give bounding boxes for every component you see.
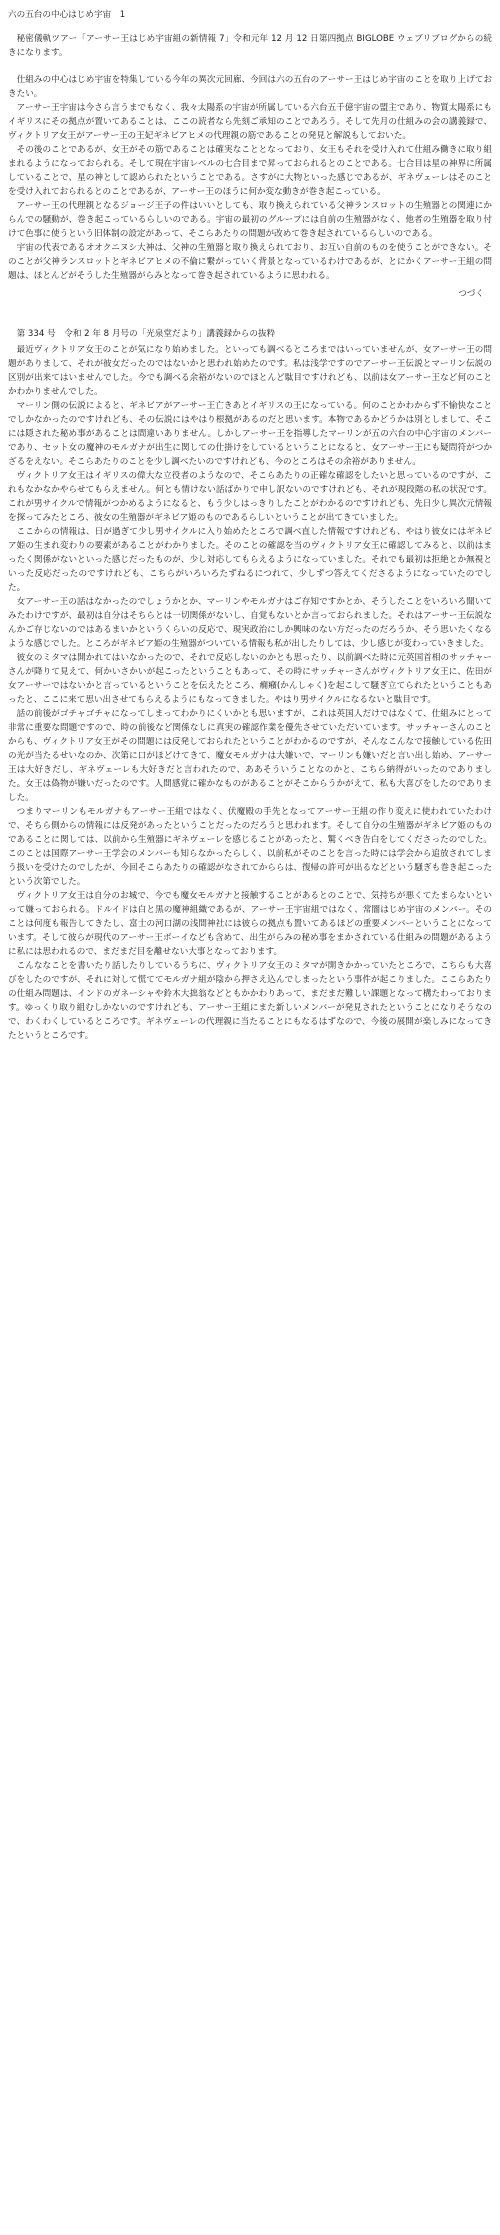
part1-paragraph: その後のことであるが、女王がその筋であることは確実なこととなっており、女王もそれを受け入れて仕組み働きに取り組まれるようになっておられる。そして現在宇宙レベルの七合目まで昇っておられるとのことである。七合目は星の神界に所属していることで、星の神として認められたということである。さすがに大物といった感じであるが、ギネヴェーレはそのことを受け入れておられるとのことであるが、アーサー王のほうに何か変な動きが巻き起こっている。 [8,145,492,197]
part2-body [8,327,492,1043]
part2-paragraph: 話の前後がゴチャゴチャになってしまってわかりにくいかとも思いますが、これは英国人だけではなくて、仕組みにとって非常に重要な問題ですので、時の前後など関係なしに真実の確認作業を優先させていただいています。サッチャーさんのことからも、ヴィクトリア女王がその問題には反発しておられたということがわかるのですが、そんなこんなで接触している佐田の光が当たるせいなのか、次第に口がほどけてきて、魔女モルガナは大嫌いで、マーリンも嫌いだと言い出し始め、アーサー王は大好きだし、ギネヴェーレも大好きだと言われたので、ああそういうことなのかと、こちら納得がいったのでありました。女王は偽物が嫌いだったのです。人間感覚に確かなものがあることがそこからうかがえて、私も大喜びをしたのでありました。 [8,709,492,803]
part2-paragraph: つまりマーリンもモルガナもアーサー王組ではなく、伏魔殿の手先となってアーサー王組の作り変えに使われていたわけで、そちら側からの情報には反発があったということだったのだろうと思われます。そして自分の生殖器がギネビア姫のものであることに関しては、以前から生殖器にギネヴェーレを感じることがあったと、驚くべき告白をしてくださったのでした。このことは国際アーサー王学会のメンバーも知らなかったらしく、以前私がそのことを言った時には学会から追放されてしまう扱いを受けたのでしたが、今回そこらあたりの確認がなされてかららは、復帰の許可が出るなどという騒ぎも巻き起こったという次第でした。 [8,807,492,887]
part1-paragraph: 宇宙の代表であるオオクニヌシ大神は、父神の生殖器と取り換えられており、お互い自前のものを使うことができない。そのことが父神ランスロットとギネビアヒメの不倫に繋がっていく背景となっているわけであるが、とにかくアーサー王組の問題は、ほとんどがそうした生殖器がらみとなって巻き起されているように思われる。 [8,243,492,281]
part2-paragraph: 女アーサー王の話はなかったのでしょうかとか、マーリンやモルガナはご存知ですかとか、そうしたことをいろいろ聞いてみたわけですが、最初は自分はそちらとは一切関係がないし、自覚もないとか言っておられました。それはアーサー王伝説なんかご存じないのではあるまいかというくらいの反応で、現実政治にしか興味のない方だったのだろうか、そう思いたくなるような感じでした。ところがギネビア姫の生殖器がついている情報も私が出したりしては、少し感じが変わっていきました。 [8,597,492,649]
section-heading: 第 334 号 令和 2 年 8 月号の「光泉堂だより」講義録からの抜粋 [16,329,276,339]
part2-paragraph: 最近ヴィクトリア女王のことが気になり始めました。といっても調べるところまではいっていませんが、女アーサー王の問題がありまして、それが彼女だったのではないかと思われ始めたのです。私は浅学ですのでアーサー王伝説とマーリン伝説の区別が出来てはいませんでした。今でも調べる余裕がないのでほとんど駄目ですけれども、以前は女アーサー王など何のことかわかりませんでした。 [8,345,492,397]
part2-paragraph: こんななことを書いたり話したりしているうちに、ヴィクトリア女王のミタマが開きかかっていたところで、こちらも大喜びをしたのですが、それに対して慌ててモルガナ組が陰から押さえ込んでしまったという事件が起こりました。ここらあたりの仕組み問題は、インドのガネーシャや鈴木大拙翁などともかかわりあって、まだまだ難しい課題となって構たわっております。ゆっくり取り組むしかないのですけれども、アーサー王組にまた新しいメンバーが発見されたということになりそうなので、わくわくしているところです。ギネヴェーレの代理親に当たることにもなるはずなので、今後の展開が楽しみになってきたというところです。 [8,961,492,1041]
part2-paragraph: マーリン側の伝説によると、ギネビアがアーサー王亡きあとイギリスの王になっている。何のことかわからず不愉快なことでしかなかったのですけれども、その伝説にはやはり根拠があるのだと思います。本物であるかどうかは別としまして、そこには隠された秘め事があることは間違いありません。しかしアーサー王を指導したマーリンが五の六台の中心宇宙のメンバーであり、セット女の魔神のモルガナが出生に関しての仕掛けをしているということになると、女アーサー王にも疑問符がつかざるをえない。そこらあたりのことを少し調べたいのですけれども、今のところはその余裕がありません。 [8,401,492,467]
continued-signoff: つづく [458,289,484,299]
intro-paragraph: 秘密儀軌ツアー「アーサー王はじめ宇宙組の新情報 7」令和元年 12 月 12 日第四拠点 BIGLOBE ウェブリブログからの続きになります。 [8,34,492,58]
part1-paragraph: アーサー王の代理親となるジョージ王子の件はいいとしても、取り換えられている父神ランスロットの生殖器との関連にからんでの騒動が、巻き起こっているらしいのである。宇宙の最初のグループには自前の生殖器がなく、他者の生殖器を取り付けて色事に使うという旧体制の設定があって、そこらあたりの問題が改めて巻き起されているらしいのである。 [8,201,492,239]
part2-paragraph: ここからの情報は、日が過ぎて少し男サイクルに入り始めたところで調べ直した情報ですけれども、やはり彼女にはギネビア姫の生まれ変わりの要素があることがわかりました。そのことの確認を当のヴィクトリア女王に確認してみると、以前はまったく関係がないといった感じだったものが、少し対応してもらえるようになっていました。それでも最初は拒絶とか無視といった反応だったのですけれども、こちらがいろいろたずねるにつれて、少しずつ答えてくださるようになっていたのでした。 [8,527,492,593]
part2-paragraph: ヴィクトリア女王はイギリスの偉大な立役者のようなので、そこらあたりの正確な確認をしたいと思っているのですが、これもなかなかやらせてもらえません。何とも情けない話ばかりで申し訳ないのですけれども、それが現段階の私の状況です。これが男サイクルで情報がつかめるようになると、もう少しはっきりしたことがわかるのですけれども、先日少し異次元情報を探ってみたところ、彼女の生殖器がギネビア姫のものであるらしいということが出てきていました。 [8,471,492,523]
section-spacer [8,301,492,327]
part2-paragraph: ヴィクトリア女王は自分のお城で、今でも魔女モルガナと接触することがあるとのことで、気持ちが悪くてたまらないといって嫌っておられる。ドルイドは白と黒の魔神組織であるが、アーサー王宇宙組ではなく、常闇はじめ宇宙のメンバー。そのことは何度も報告してきたし、富士の河口湖の浅間神社には彼らの拠点も置いてあるほどの重要メンバーということになっています。そして彼らが現代のアーサー王ボーイなども含めて、出生がらみの秘め事をまかされている仕組みの問題があるように私には思われるので、まだまだ目を離せない大事となっております。 [8,891,492,957]
part1-paragraph: 仕組みの中心はじめ宇宙を特集している今年の異次元回廊、今回は六の五台のアーサー王はじめ宇宙のことを取り上げておきたい。 [8,75,492,99]
part1-body [8,73,492,301]
part2-paragraph: 彼女のミタマは開かれてはいなかったので、それで反応しないのかとも思ったり、以前調べた時に元英国首相のサッチャーさんが降りて見えて、何かいさかいが起こったということもあって、その時にサッチャーさんがヴィクトリア女王に、佐田が女アーサーではないかと言っているということを伝えたところ、癇癪(かんしゃく)を起こして騒ぎ立てられたということもあったと、ここに来て思い出させてもらえるようにもなってきました。やはり男サイクルになるないと駄目です。 [8,653,492,705]
document-title: 六の五台の中心はじめ宇宙 1 [8,10,126,20]
part1-paragraph: アーサー王宇宙は今さら言うまでもなく、我々太陽系の宇宙が所属している六台五千億宇宙の盟主であり、物質太陽系にもイギリスにその拠点が置いてあることは、ここの読者なら先刻ご承知のことであろう。そして先月の仕組みの会の講義録で、ヴィクトリア女王がアーサー王の王妃ギネビアヒメの代理親の筋であることの発見と解説もしておいた。 [8,103,492,141]
